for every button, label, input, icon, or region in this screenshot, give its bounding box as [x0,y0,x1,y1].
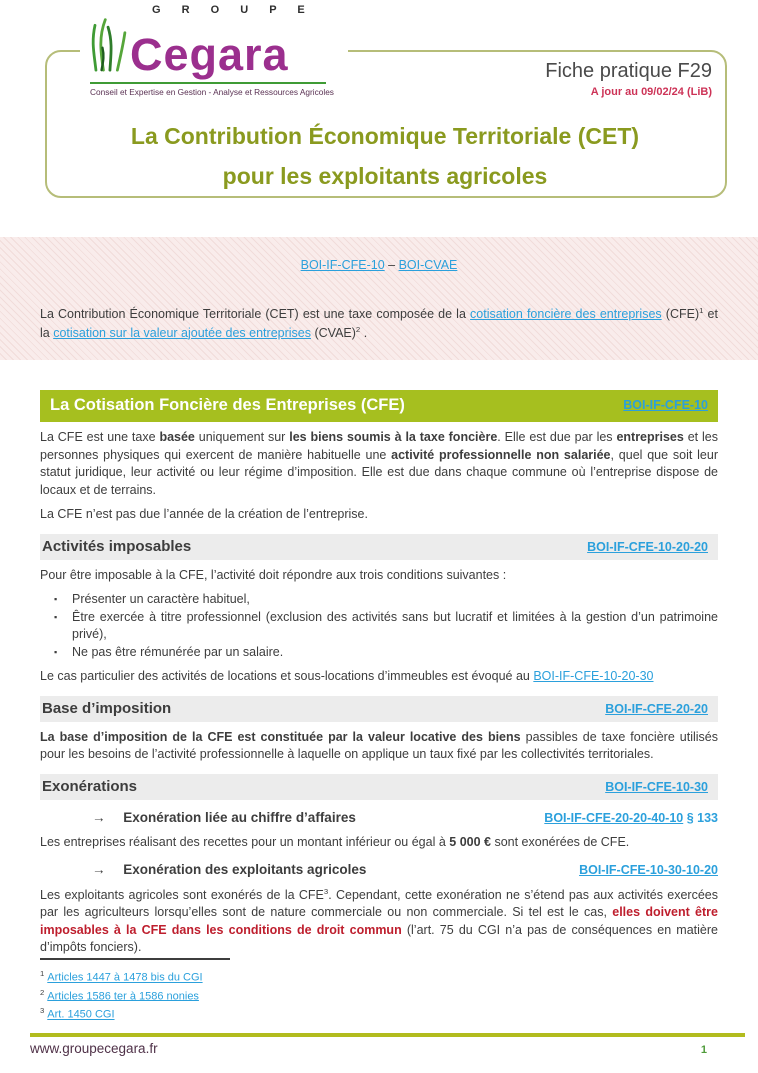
cfe-paragraph-1: La CFE est une taxe basée uniquement sur les biens soumis à la taxe foncière. Elle est due par les entreprises et les personnes physiques qui exercent de manière habituelle une activité professionnelle non salariée, quel que soit leur statut juridique, leur activité ou leur régime d’imposition. Elle est due dans chaque commune où l’entreprise dispose de locaux et de terrains. [40,430,718,497]
arrow-icon: → [92,809,106,825]
exoneration-agricole-heading [40,861,718,880]
company-logo [80,2,348,101]
cfe-paragraph-2: La CFE n’est pas due l’année de la création de l’entreprise. [40,507,368,522]
footnote-number: 3 [40,1006,45,1016]
footnote-link[interactable]: Articles 1447 à 1478 bis du CGI [47,971,203,984]
bullet-icon: ▪ [54,611,58,622]
footnotes [40,958,230,1025]
exoneration-agricole-title: Exonération des exploitants agricoles [123,861,367,877]
inline-link[interactable]: cotisation sur la valeur ajoutée des entreprises [53,325,311,340]
link-boi-if-cfe-20-20[interactable]: BOI-IF-CFE-20-20 [605,701,708,716]
footnote-2 [40,988,230,1003]
list-item: ▪ Ne pas être rémunérée par un salaire. [40,644,718,662]
section-header-cfe [40,390,718,422]
link-paragraph-ref: § 133 [683,810,718,825]
list-item: ▪ Être exercée à titre professionnel (exclusion des activités sans but lucratif et limitées à la gestion d’un patrimoine privé), [40,609,718,644]
link-boi-if-cfe-10-20-20[interactable]: BOI-IF-CFE-10-20-20 [587,539,708,554]
page-title-line2: pour les exploitants agricoles [222,163,548,190]
logo-tagline: Conseil et Expertise en Gestion - Analyse et Ressources Agricoles [90,87,334,97]
section-title: La Cotisation Foncière des Entreprises (CFE) [50,396,405,414]
conditions-list [40,591,718,661]
updated-date: A jour au 09/02/24 (LiB) [590,86,712,98]
footnote-link[interactable]: Articles 1586 ter à 1586 nonies [47,990,199,1003]
inline-link[interactable]: BOI-CVAE [398,258,458,272]
fiche-number: Fiche pratique F29 [545,60,712,82]
bullet-icon: ▪ [54,594,58,605]
link-boi-if-cfe-10-30[interactable]: BOI-IF-CFE-10-30 [605,779,708,794]
logo-underline [90,82,326,84]
logo-name: Cegara [130,29,289,81]
page-title [45,116,725,197]
list-item: ▪ Présenter un caractère habituel, [40,591,718,609]
bullet-icon: ▪ [54,646,58,657]
inline-link[interactable]: BOI-IF-CFE-10-20-30 [533,669,654,684]
footer-divider [30,1033,745,1037]
page-number: 1 [700,1044,707,1056]
subsection-title: Activités imposables [42,537,192,555]
subsection-title: Base d’imposition [42,699,172,717]
footnote-number: 1 [40,969,45,978]
banner-links[interactable]: BOI-IF-CFE-10 – BOI-CVAE [300,258,458,272]
inline-link[interactable]: BOI-IF-CFE-10 [300,258,385,272]
subsection-base-imposition [40,696,718,722]
footnote-1 [40,969,230,984]
link-boi-if-cfe-10-30-10-20[interactable]: BOI-IF-CFE-10-30-10-20 [579,862,718,877]
footer-website-link[interactable]: www.groupecegara.fr [30,1041,158,1056]
inline-link[interactable]: cotisation foncière des entreprises [470,307,662,321]
subsection-exonerations [40,774,718,800]
footnote-link[interactable]: Art. 1450 CGI [47,1008,115,1021]
exoneration-ca-title: Exonération liée au chiffre d’affaires [123,809,356,825]
footer [30,1041,745,1056]
exoneration-agricole-paragraph: Les exploitants agricoles sont exonérés de la CFE$^3$. Cependant, cette exonération ne s’étend pas aux activités exercées par les agriculteurs lorsqu’elles sont de nature commerciale ou non commerciale. Si tel est le cas, elles doivent être imposables à la CFE dans les conditions de droit commun (l’art. 75 du CGI n’a pas de conséquences en matière d’impôts fonciers). [40,886,719,955]
locations-note: Le cas particulier des activités de locations et sous-locations d’immeubles est évoqué au BOI-IF-CFE-10-20-30 [40,669,654,684]
footnote-number: 2 [40,987,45,997]
footnote-divider [40,958,230,960]
logo-groupe-text: G R O U P E [152,4,314,16]
link-boi-if-cfe-20-20-40-10[interactable]: BOI-IF-CFE-20-20-40-10 [544,810,684,825]
page-title-line1: La Contribution Économique Territoriale (CET) [130,123,640,149]
header-right [545,60,712,98]
exoneration-ca-paragraph: Les entreprises réalisant des recettes pour un montant inférieur ou égal à 5 000 € sont exonérées de CFE. [40,835,630,850]
subsection-activites [40,534,718,560]
subsection-title: Exonérations [42,777,138,795]
activites-intro: Pour être imposable à la CFE, l’activité doit répondre aux trois conditions suivantes : [40,567,507,582]
main-content [40,390,718,964]
base-paragraph: La base d’imposition de la CFE est constituée par la valeur locative des biens passibles de taxe foncière utilisés pour les besoins de l’activité professionnelle à laquelle on applique un taux fixé par les collectivités territoriales. [40,729,719,762]
link-boi-if-cfe-10[interactable]: BOI-IF-CFE-10 [623,397,708,412]
arrow-icon: → [92,861,106,877]
reference-banner [0,237,758,360]
intro-paragraph: La Contribution Économique Territoriale (CET) est une taxe composée de la cotisation foncière des entreprises (CFE)$^1$ et la cotisation sur la valeur ajoutée des entreprises (CVAE)$^2$ . [40,305,718,340]
footnote-3 [40,1006,230,1021]
exoneration-ca-heading [40,809,718,828]
grass-icon [90,16,128,77]
